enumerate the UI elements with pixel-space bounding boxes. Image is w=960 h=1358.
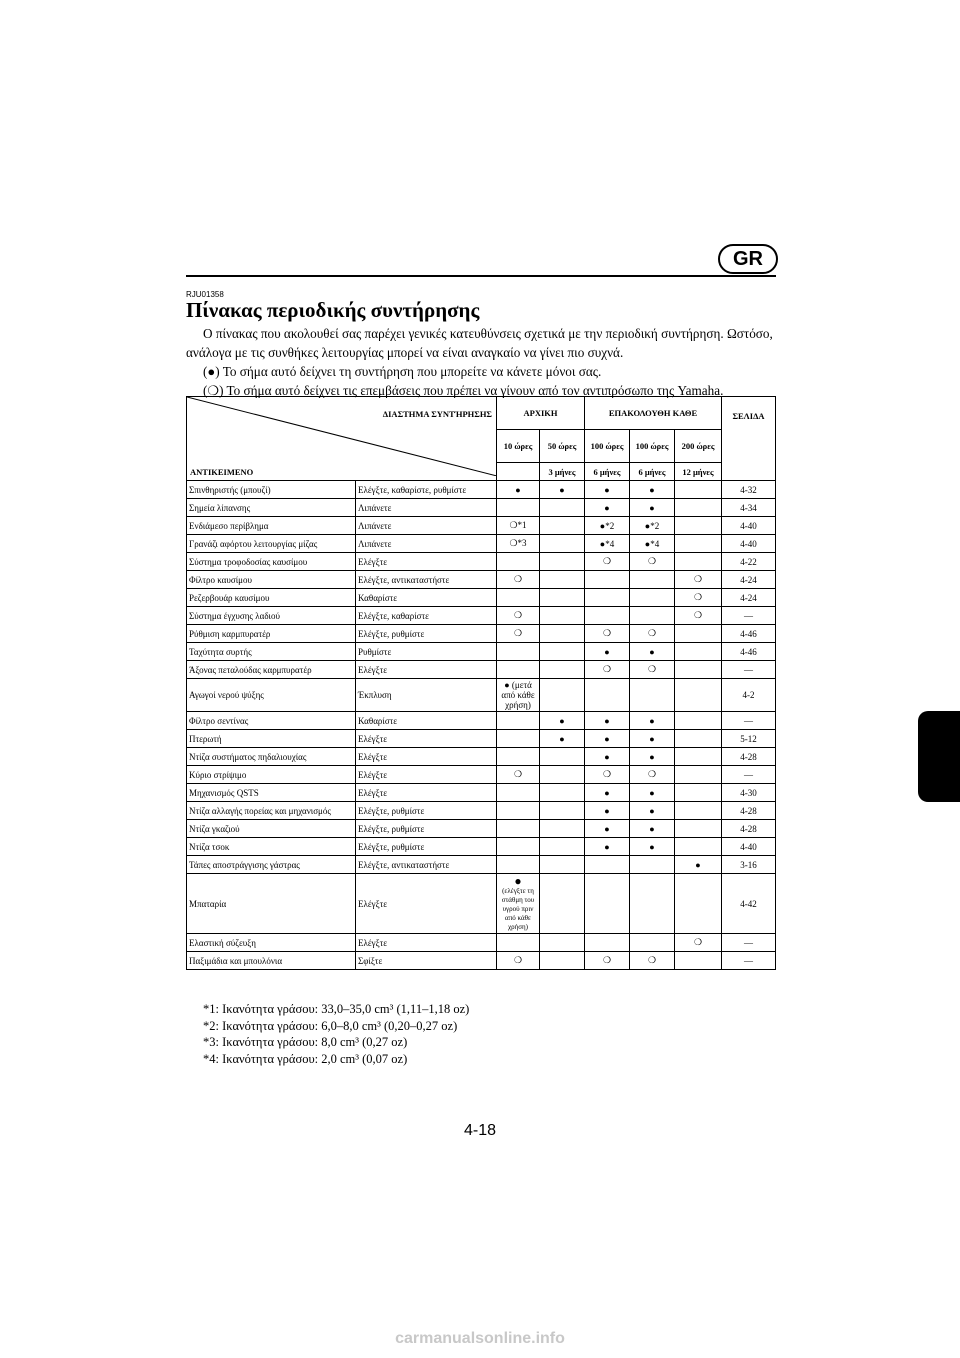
page-ref-cell: 4-40 (722, 535, 776, 553)
interval-mark (540, 952, 585, 970)
action-cell: Σφίξτε (356, 952, 497, 970)
interval-mark: ● (497, 481, 540, 499)
table-row (187, 499, 776, 517)
page-ref-cell: — (722, 952, 776, 970)
interval-mark (540, 679, 585, 712)
item-cell: Ταχύτητα συρτής (187, 643, 356, 661)
interval-mark: ❍ (497, 766, 540, 784)
interval-mark (675, 748, 722, 766)
interval-mark: ●*2 (585, 517, 630, 535)
dot-icon: ● (514, 874, 522, 888)
interval-mark (630, 607, 675, 625)
language-badge: GR (718, 244, 778, 274)
item-cell: Άξονας πεταλούδας καρμπυρατέρ (187, 661, 356, 679)
interval-mark: ❍*1 (497, 517, 540, 535)
item-cell: Πτερωτή (187, 730, 356, 748)
interval-mark: ● (630, 820, 675, 838)
page-ref-cell: 4-22 (722, 553, 776, 571)
page-ref-cell: — (722, 712, 776, 730)
interval-mark (675, 643, 722, 661)
item-cell: Γρανάζι αφόρτου λειτουργίας μίζας (187, 535, 356, 553)
action-cell: Ελέγξτε, ρυθμίστε (356, 802, 497, 820)
interval-mark: ● (585, 643, 630, 661)
interval-mark: ● (585, 481, 630, 499)
item-cell: Ντίζα συστήματος πηδαλιουχίας (187, 748, 356, 766)
interval-mark: ● (630, 784, 675, 802)
interval-mark: ❍ (497, 952, 540, 970)
interval-mark (675, 952, 722, 970)
item-cell: Μπαταρία (187, 874, 356, 934)
interval-mark: ● (585, 730, 630, 748)
item-label: ΑΝΤΙΚΕΙΜΕΝΟ (190, 467, 254, 477)
item-cell: Ρεζερβουάρ καυσίμου (187, 589, 356, 607)
footnotes (203, 1001, 469, 1067)
page-header: ΣΕΛΙΔΑ (722, 397, 776, 481)
item-cell: Τάπες αποστράγγισης γάστρας (187, 856, 356, 874)
item-cell: Ελαστική σύζευξη (187, 934, 356, 952)
hours-4: 200 ώρες (675, 430, 722, 463)
item-cell: Σύστημα έγχυσης λαδιού (187, 607, 356, 625)
header-rule (186, 275, 776, 277)
section-code: RJU01358 (186, 290, 224, 299)
hours-1: 50 ώρες (540, 430, 585, 463)
ring-legend: (❍) Το σήμα αυτό δείχνει τις επεμβάσεις που πρέπει να γίνουν από τον αντιπρόσωπο της Yamaha. (203, 383, 724, 398)
action-cell: Ελέγξτε (356, 784, 497, 802)
interval-mark (497, 856, 540, 874)
table-row (187, 766, 776, 784)
interval-mark (540, 571, 585, 589)
interval-mark (497, 589, 540, 607)
interval-mark (540, 499, 585, 517)
interval-mark: ❍ (497, 607, 540, 625)
watermark: carmanualsonline.info (395, 1330, 565, 1347)
item-cell: Σύστημα τροφοδοσίας καυσίμου (187, 553, 356, 571)
interval-mark (497, 874, 540, 934)
interval-mark (675, 820, 722, 838)
interval-mark: ● (585, 802, 630, 820)
interval-mark: ❍ (630, 952, 675, 970)
interval-mark (675, 517, 722, 535)
interval-mark (497, 661, 540, 679)
header-diagonal-cell (187, 397, 497, 481)
interval-mark (540, 748, 585, 766)
page-ref-cell: 4-28 (722, 748, 776, 766)
interval-mark: ❍ (630, 553, 675, 571)
page-ref-cell: 4-24 (722, 571, 776, 589)
interval-mark (497, 712, 540, 730)
table-row (187, 748, 776, 766)
interval-mark: ❍ (585, 625, 630, 643)
interval-mark (585, 571, 630, 589)
interval-mark: ❍ (630, 625, 675, 643)
item-cell: Φίλτρο καυσίμου (187, 571, 356, 589)
page-title: Πίνακας περιοδικής συντήρησης (186, 298, 480, 322)
item-cell: Φίλτρο σεντίνας (187, 712, 356, 730)
interval-mark (540, 553, 585, 571)
interval-mark: ❍*3 (497, 535, 540, 553)
item-cell: Ντίζα γκαζιού (187, 820, 356, 838)
interval-mark (540, 625, 585, 643)
interval-mark (497, 802, 540, 820)
interval-mark (497, 499, 540, 517)
page-ref-cell: 4-28 (722, 820, 776, 838)
table-row (187, 730, 776, 748)
action-cell: Ρυθμίστε (356, 643, 497, 661)
months-4: 12 μήνες (675, 463, 722, 481)
interval-mark: ● (630, 730, 675, 748)
footnote-2: *2: Ικανότητα γράσου: 6,0–8,0 cm³ (0,20–0,27 oz) (203, 1018, 458, 1033)
interval-mark (540, 766, 585, 784)
interval-mark: ● (630, 712, 675, 730)
chapter-tab (918, 711, 960, 802)
interval-mark (675, 712, 722, 730)
interval-mark: ● (630, 802, 675, 820)
interval-mark (540, 934, 585, 952)
interval-mark: ● (μετά από κάθε χρήση) (497, 679, 540, 712)
interval-mark (675, 802, 722, 820)
action-cell: Ελέγξτε (356, 766, 497, 784)
interval-mark (585, 589, 630, 607)
interval-mark: ❍ (585, 553, 630, 571)
interval-label: ΔΙΑΣΤΗΜΑ ΣΥΝΤΉΡΗΣΗΣ (382, 409, 492, 419)
action-cell: Ελέγξτε (356, 874, 497, 934)
interval-mark: ● (630, 481, 675, 499)
interval-mark (585, 679, 630, 712)
hours-0: 10 ώρες (497, 430, 540, 463)
dot-legend-text: ) Το σήμα αυτό δείχνει τη συντήρηση που μπορείτε να κάνετε μόνοι σας. (215, 364, 602, 379)
page-ref-cell: — (722, 934, 776, 952)
interval-mark: ● (630, 499, 675, 517)
interval-mark (497, 934, 540, 952)
interval-mark (675, 766, 722, 784)
interval-mark (540, 820, 585, 838)
intro-text (186, 324, 781, 400)
intro-paragraph: Ο πίνακας που ακολουθεί σας παρέχει γενικές κατευθύνσεις σχετικά με την περιοδική συντήρηση. Ωστόσο, ανάλογα με τις συνθήκες λειτουργίας μπορεί να είναι αναγκαίο να γίνει πιο συχνά. (186, 326, 773, 360)
action-cell: Ελέγξτε, αντικαταστήστε (356, 856, 497, 874)
action-cell: Λιπάνετε (356, 499, 497, 517)
interval-mark: ●*2 (630, 517, 675, 535)
item-cell: Σημεία λίπανσης (187, 499, 356, 517)
page-ref-cell: 4-46 (722, 625, 776, 643)
interval-mark (497, 643, 540, 661)
interval-mark: ● (630, 838, 675, 856)
interval-mark (540, 643, 585, 661)
interval-mark: ❍ (585, 661, 630, 679)
action-cell: Ελέγξτε, ρυθμίστε (356, 625, 497, 643)
page-ref-cell: — (722, 661, 776, 679)
table-row (187, 802, 776, 820)
page-ref-cell: 3-16 (722, 856, 776, 874)
interval-mark (540, 784, 585, 802)
item-cell: Σπινθηριστής (μπουζί) (187, 481, 356, 499)
footnote-4: *4: Ικανότητα γράσου: 2,0 cm³ (0,07 oz) (203, 1051, 408, 1066)
page-ref-cell: — (722, 607, 776, 625)
action-cell: Ελέγξτε, καθαρίστε, ρυθμίστε (356, 481, 497, 499)
item-cell: Μηχανισμός QSTS (187, 784, 356, 802)
table-row (187, 481, 776, 499)
interval-mark: ● (585, 748, 630, 766)
action-cell: Ελέγξτε, ρυθμίστε (356, 838, 497, 856)
interval-mark: ● (540, 712, 585, 730)
interval-mark: ● (630, 748, 675, 766)
interval-mark: ●*4 (585, 535, 630, 553)
ring-icon: ❍ (207, 383, 220, 398)
page-ref-cell: 5-12 (722, 730, 776, 748)
table-row (187, 661, 776, 679)
page-number: 4-18 (463, 1122, 497, 1139)
months-2: 6 μήνες (585, 463, 630, 481)
action-cell: Καθαρίστε (356, 712, 497, 730)
page-ref-cell: 4-46 (722, 643, 776, 661)
item-cell: Ενδιάμεσο περίβλημα (187, 517, 356, 535)
interval-mark (675, 625, 722, 643)
hours-2: 100 ώρες (585, 430, 630, 463)
interval-mark (540, 838, 585, 856)
interval-mark: ❍ (585, 766, 630, 784)
maintenance-table (186, 396, 776, 970)
page-ref-cell: 4-2 (722, 679, 776, 712)
interval-mark: ● (585, 499, 630, 517)
table-row (187, 589, 776, 607)
interval-mark (540, 589, 585, 607)
interval-mark: ● (540, 730, 585, 748)
table-row (187, 535, 776, 553)
interval-mark (630, 571, 675, 589)
interval-mark (540, 856, 585, 874)
months-3: 6 μήνες (630, 463, 675, 481)
page-ref-cell: — (722, 766, 776, 784)
footnote-1: *1: Ικανότητα γράσου: 33,0–35,0 cm³ (1,11–1,18 oz) (203, 1002, 470, 1016)
dot-legend: (●) Το σήμα αυτό δείχνει τη συντήρηση που μπορείτε να κάνετε μόνοι σας. (203, 364, 602, 379)
interval-mark (630, 856, 675, 874)
interval-mark (630, 679, 675, 712)
action-cell: Ελέγξτε, καθαρίστε (356, 607, 497, 625)
table-row (187, 784, 776, 802)
interval-mark: ● (630, 643, 675, 661)
table-row (187, 679, 776, 712)
months-1: 3 μήνες (540, 463, 585, 481)
table-row (187, 607, 776, 625)
interval-mark (540, 802, 585, 820)
interval-mark: ❍ (675, 571, 722, 589)
interval-mark: ❍ (630, 661, 675, 679)
page-ref-cell: 4-28 (722, 802, 776, 820)
interval-mark (630, 589, 675, 607)
interval-mark: ❍ (675, 589, 722, 607)
action-cell: Λιπάνετε (356, 535, 497, 553)
interval-mark: ❍ (497, 571, 540, 589)
hours-3: 100 ώρες (630, 430, 675, 463)
interval-mark: ❍ (675, 934, 722, 952)
action-cell: Έκπλυση (356, 679, 497, 712)
interval-mark (585, 874, 630, 934)
months-0 (497, 463, 540, 481)
interval-mark (540, 874, 585, 934)
table-row (187, 553, 776, 571)
interval-mark: ❍ (585, 952, 630, 970)
action-cell: Ελέγξτε (356, 553, 497, 571)
interval-mark (675, 730, 722, 748)
interval-mark (675, 838, 722, 856)
table-row (187, 643, 776, 661)
interval-mark (675, 679, 722, 712)
interval-mark: ● (585, 784, 630, 802)
interval-mark (585, 934, 630, 952)
interval-mark (585, 607, 630, 625)
item-cell: Ντίζα αλλαγής πορείας και μηχανισμός (187, 802, 356, 820)
interval-mark (497, 553, 540, 571)
interval-mark: ❍ (675, 607, 722, 625)
every-header: ΕΠΑΚΟΛΟΥΘΗ ΚΑΘΕ (585, 397, 722, 430)
page-ref-cell: 4-30 (722, 784, 776, 802)
item-cell: Κύριο στρίψιμο (187, 766, 356, 784)
interval-mark (630, 874, 675, 934)
action-cell: Ελέγξτε, ρυθμίστε (356, 820, 497, 838)
interval-mark: ● (540, 481, 585, 499)
footnote-3: *3: Ικανότητα γράσου: 8,0 cm³ (0,27 oz) (203, 1035, 408, 1049)
interval-mark (497, 820, 540, 838)
table-row (187, 625, 776, 643)
interval-mark: ● (585, 838, 630, 856)
page-ref-cell: 4-40 (722, 517, 776, 535)
page-ref-cell: 4-32 (722, 481, 776, 499)
action-cell: Ελέγξτε (356, 934, 497, 952)
table-row (187, 838, 776, 856)
battery-note: (ελέγξτε τη στάθμη του υγρού πριν από κάθε χρήση) (501, 887, 535, 931)
page-ref-cell: 4-24 (722, 589, 776, 607)
interval-mark (497, 784, 540, 802)
interval-mark (675, 874, 722, 934)
interval-mark: ●*4 (630, 535, 675, 553)
table-row (187, 952, 776, 970)
interval-mark: ● (585, 712, 630, 730)
interval-mark: ● (585, 820, 630, 838)
interval-mark (497, 748, 540, 766)
action-cell: Ελέγξτε (356, 748, 497, 766)
table-row (187, 517, 776, 535)
item-cell: Παξιμάδια και μπουλόνια (187, 952, 356, 970)
table-row (187, 712, 776, 730)
table-row (187, 874, 776, 934)
interval-mark (497, 838, 540, 856)
dot-icon: ● (207, 364, 216, 379)
interval-mark (540, 607, 585, 625)
table-row (187, 934, 776, 952)
interval-mark: ❍ (630, 766, 675, 784)
page-ref-cell: 4-42 (722, 874, 776, 934)
ring-legend-text: ) Το σήμα αυτό δείχνει τις επεμβάσεις που πρέπει να γίνουν από τον αντιπρόσωπο της Yamaha. (219, 383, 724, 398)
interval-mark (540, 661, 585, 679)
action-cell: Ελέγξτε (356, 730, 497, 748)
interval-mark (675, 553, 722, 571)
action-cell: Ελέγξτε (356, 661, 497, 679)
action-cell: Λιπάνετε (356, 517, 497, 535)
interval-mark (585, 856, 630, 874)
interval-mark (497, 730, 540, 748)
interval-mark: ❍ (497, 625, 540, 643)
interval-mark (675, 481, 722, 499)
interval-mark (675, 535, 722, 553)
action-cell: Ελέγξτε, αντικαταστήστε (356, 571, 497, 589)
table-row (187, 856, 776, 874)
table-row (187, 820, 776, 838)
interval-mark (540, 535, 585, 553)
interval-mark (675, 499, 722, 517)
interval-mark: ● (675, 856, 722, 874)
table-row (187, 571, 776, 589)
interval-mark (675, 784, 722, 802)
interval-mark (540, 517, 585, 535)
item-cell: Ντίζα τσοκ (187, 838, 356, 856)
item-cell: Αγωγοί νερού ψύξης (187, 679, 356, 712)
item-cell: Ρύθμιση καρμπυρατέρ (187, 625, 356, 643)
action-cell: Καθαρίστε (356, 589, 497, 607)
initial-header: ΑΡΧΙΚΗ (497, 397, 585, 430)
page-ref-cell: 4-34 (722, 499, 776, 517)
page-ref-cell: 4-40 (722, 838, 776, 856)
interval-mark (675, 661, 722, 679)
interval-mark (630, 934, 675, 952)
